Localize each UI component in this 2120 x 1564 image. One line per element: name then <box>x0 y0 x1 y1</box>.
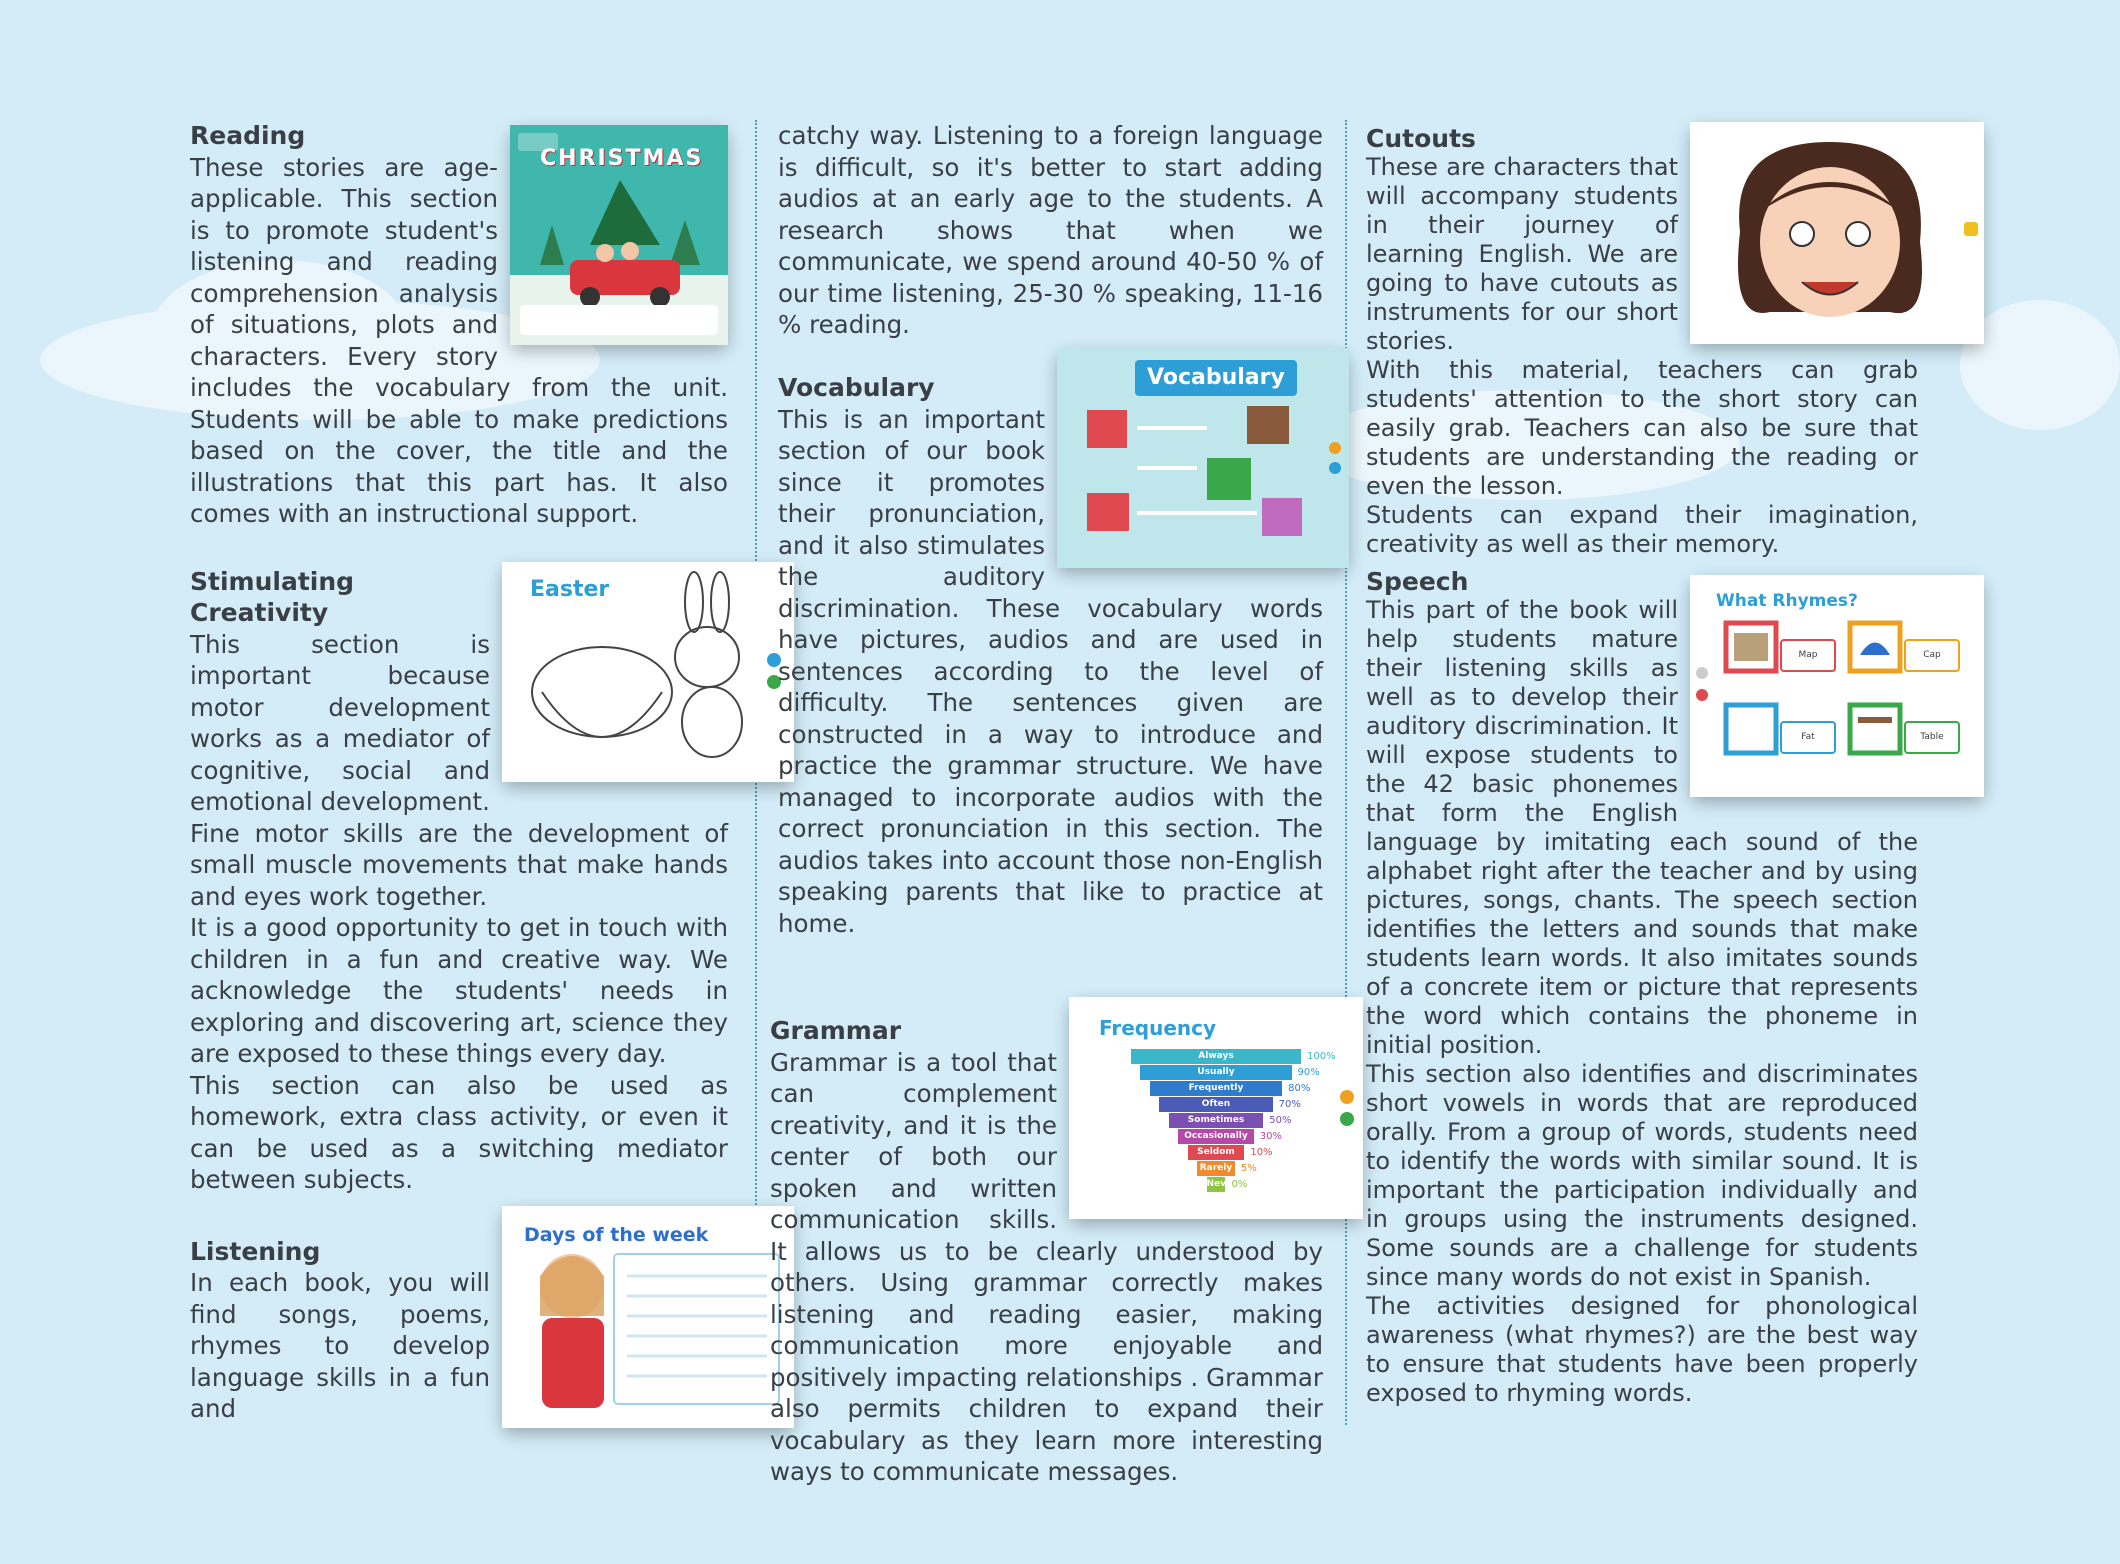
rhyme-word: Fat <box>1780 721 1836 754</box>
column-divider <box>1345 120 1347 1425</box>
vocabulary-heading: Vocabulary <box>778 373 935 402</box>
reading-image-title: CHRISTMAS <box>540 146 704 171</box>
rhyme-word: Cap <box>1904 639 1960 672</box>
cutouts-paragraph: Students can expand their imagination, creativity as well as their memory. <box>1366 501 1918 558</box>
background-cloud <box>1960 300 2120 430</box>
reading-heading: Reading <box>190 121 306 150</box>
creativity-heading: Stimulating Creativity <box>190 566 355 627</box>
grammar-section <box>770 1015 1336 1488</box>
creativity-paragraph: It is a good opportunity to get in touch with children in a fun and creative way. We acknowledge the students' needs in exploring and discovering art, science they are exposed to these things every day. <box>190 913 728 1068</box>
cutouts-image <box>1690 122 1984 344</box>
girl-face-cutout-icon <box>1690 122 1984 344</box>
frequency-level: Seldom <box>1188 1145 1245 1160</box>
vocabulary-image <box>1057 348 1349 568</box>
speech-paragraph: This part of the book will help students mature their listening skills as well as to develop their auditory discrimination. It will expose students to the 42 basic phonemes that form the English language by imitating each sound of the alphabet right after the teacher and by using pictures, songs, chants. The speech section identifies the letters and sounds that make students learn words. It also imitates sounds of a concrete item or picture that represents the word which contains the phoneme in initial position. <box>1366 596 1918 1059</box>
frequency-percent: 30% <box>1259 1131 1282 1142</box>
frequency-pyramid <box>1131 1049 1351 1199</box>
listening-continuation-text: catchy way. Listening to a foreign language is difficult, so it's better to start adding audios at an early age to the students. A research shows that when we communicate, we spend around 40-50 % of our time listening, 25-30 % speaking, 11-16 % reading. <box>778 121 1323 339</box>
cutouts-paragraph: With this material, teachers can grab students' attention to the short story can easily grab. Teachers can also be sure that students are understanding the reading or even the lesson. <box>1366 356 1918 500</box>
column-left <box>190 120 728 1438</box>
creativity-paragraph: This section can also be used as homework, extra class activity, or even it can be used as a switching mediator between subjects. <box>190 1070 728 1194</box>
creativity-image <box>502 562 794 782</box>
rhyme-word: Map <box>1780 639 1836 672</box>
frequency-percent: 100% <box>1307 1051 1336 1062</box>
speech-paragraph: The activities designed for phonological awareness (what rhymes?) are the best way to ensure that students have been properly exposed to rhyming words. <box>1366 1292 1918 1407</box>
frequency-level: Occasionally <box>1178 1129 1254 1144</box>
frequency-percent: 90% <box>1297 1067 1320 1078</box>
frequency-level: Always <box>1131 1049 1301 1064</box>
creativity-paragraph: This section is important because motor development works as a mediator of cognitive, social and emotional development. <box>190 629 490 816</box>
frequency-level: Sometimes <box>1169 1113 1263 1128</box>
frequency-level: Often <box>1159 1097 1272 1112</box>
reading-image <box>510 125 728 345</box>
vocabulary-paragraph: This is an important section of our book since it promotes their pronunciation, and it also stimulates the auditory discrimination. These vocabulary words have pictures, audios and are used in sentences according to the level of difficulty. The sentences given are constructed in a way to introduce and practice the grammar structure. We have managed to incorporate audios with the correct pronunciation in this section. The audios takes into account those non-English speaking parents that like to practice at home. <box>778 404 1323 938</box>
cutouts-paragraph: These are characters that will accompany students in their journey of learning English. We are going to have cutouts as instruments for our short stories. <box>1366 153 1678 355</box>
speech-paragraph: This section also identifies and discriminates short vowels in words that are reproduced orally. From a group of words, students need to identify the words with similar sound. It is important the participation individually and in groups using the instruments designed. Some sounds are a challenge for students since many words do not exist in Spanish. <box>1366 1060 1918 1291</box>
reading-paragraph: These stories are age-applicable. This section is to promote student's listening and reading comprehension analysis of situations, plots and characters. Every story includes the vocabulary from the unit. Students will be able to make predictions based on the cover, the title and the illustrations that this part has. It also comes with an instructional support. <box>190 152 728 528</box>
vocabulary-image-title: Vocabulary <box>1135 360 1297 396</box>
frequency-percent: 70% <box>1278 1099 1301 1110</box>
listening-continuation <box>778 120 1323 339</box>
grammar-image <box>1069 997 1363 1219</box>
frequency-percent: 50% <box>1269 1115 1292 1126</box>
speech-image <box>1690 575 1984 797</box>
frequency-percent: 5% <box>1240 1163 1257 1174</box>
frequency-percent: 10% <box>1250 1147 1273 1158</box>
vocabulary-section <box>778 365 1323 939</box>
creativity-section <box>190 566 728 1196</box>
grammar-image-title: Frequency <box>1099 1016 1217 1040</box>
column-right <box>1366 124 1944 1408</box>
creativity-paragraph: Fine motor skills are the development of small muscle movements that make hands and eyes work together. <box>190 818 728 911</box>
creativity-image-title: Easter <box>530 576 610 602</box>
frequency-level: Rarely <box>1197 1161 1235 1176</box>
listening-paragraph: In each book, you will find songs, poems, rhymes to develop language skills in a fun and <box>190 1268 490 1423</box>
speech-image-title: What Rhymes? <box>1716 591 1858 611</box>
cutouts-section <box>1366 124 1918 559</box>
listening-image <box>502 1206 794 1428</box>
frequency-level: Never <box>1207 1177 1226 1192</box>
frequency-level: Frequently <box>1150 1081 1282 1096</box>
speech-heading: Speech <box>1366 567 1469 596</box>
grammar-heading: Grammar <box>770 1016 902 1045</box>
listening-image-title: Days of the week <box>524 1223 709 1246</box>
reading-section <box>190 120 728 530</box>
grammar-paragraph: Grammar is a tool that can complement creativity, and it is the center of both our spoken and written communication skills. It allows us to be clearly understood by others. Using grammar correctly makes listening and reading easier, making communication more enjoyable and positively impacting relationships . Grammar also permits children to expand their vocabulary as they learn more interesting ways to communicate messages. <box>770 1047 1323 1486</box>
column-middle <box>770 365 1336 1488</box>
listening-heading: Listening <box>190 1236 321 1266</box>
listening-section <box>190 1223 728 1425</box>
frequency-percent: 80% <box>1288 1083 1311 1094</box>
frequency-percent: 0% <box>1231 1179 1248 1190</box>
cutouts-heading: Cutouts <box>1366 124 1476 153</box>
speech-section <box>1366 567 1944 1408</box>
frequency-level: Usually <box>1140 1065 1291 1080</box>
rhyme-word: Table <box>1904 721 1960 754</box>
